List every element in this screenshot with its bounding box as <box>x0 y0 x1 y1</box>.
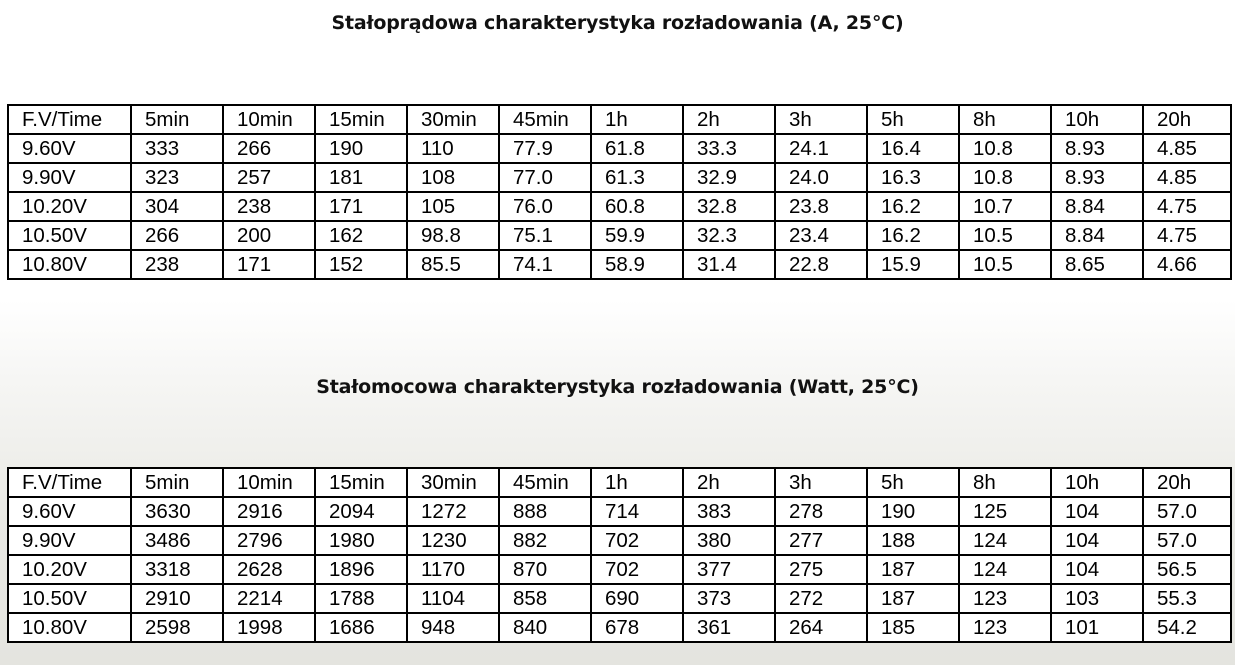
table-cell: 257 <box>223 163 315 192</box>
table-row <box>8 250 1231 279</box>
column-header: 1h <box>591 105 683 134</box>
table-cell: 16.2 <box>867 221 959 250</box>
column-header: 45min <box>499 105 591 134</box>
table-cell: 32.3 <box>683 221 775 250</box>
table-cell: 185 <box>867 613 959 642</box>
table-cell: 888 <box>499 497 591 526</box>
table-cell: 2910 <box>131 584 223 613</box>
table-cell: 10.5 <box>959 250 1051 279</box>
table-cell: 60.8 <box>591 192 683 221</box>
row-voltage-cell: 10.80V <box>8 613 131 642</box>
table-row <box>8 584 1231 613</box>
table-cell: 323 <box>131 163 223 192</box>
table-cell: 75.1 <box>499 221 591 250</box>
table-header-row <box>8 468 1231 497</box>
row-voltage-cell: 10.50V <box>8 221 131 250</box>
table-cell: 304 <box>131 192 223 221</box>
table-cell: 266 <box>223 134 315 163</box>
table-cell: 85.5 <box>407 250 499 279</box>
table-cell: 23.4 <box>775 221 867 250</box>
table-row <box>8 526 1231 555</box>
column-header: 8h <box>959 468 1051 497</box>
table-cell: 32.8 <box>683 192 775 221</box>
column-header: 5h <box>867 468 959 497</box>
table-cell: 3318 <box>131 555 223 584</box>
row-voltage-cell: 10.20V <box>8 555 131 584</box>
column-header: 1h <box>591 468 683 497</box>
column-header: 10h <box>1051 105 1143 134</box>
table-row <box>8 134 1231 163</box>
column-header: 15min <box>315 468 407 497</box>
table-cell: 110 <box>407 134 499 163</box>
table-cell: 16.2 <box>867 192 959 221</box>
table-cell: 22.8 <box>775 250 867 279</box>
table-cell: 2214 <box>223 584 315 613</box>
current-table-title: Stałoprądowa charakterystyka rozładowania (A, 25°C) <box>331 12 904 34</box>
table-cell: 2094 <box>315 497 407 526</box>
table-row <box>8 192 1231 221</box>
table-cell: 1896 <box>315 555 407 584</box>
column-header: F.V/Time <box>8 468 131 497</box>
column-header: 30min <box>407 105 499 134</box>
column-header: 45min <box>499 468 591 497</box>
table-cell: 3630 <box>131 497 223 526</box>
table-cell: 377 <box>683 555 775 584</box>
table-cell: 275 <box>775 555 867 584</box>
table-cell: 56.5 <box>1143 555 1231 584</box>
table-cell: 882 <box>499 526 591 555</box>
table-cell: 4.85 <box>1143 134 1231 163</box>
table-cell: 77.0 <box>499 163 591 192</box>
table-cell: 190 <box>867 497 959 526</box>
column-header: 10min <box>223 105 315 134</box>
row-voltage-cell: 10.80V <box>8 250 131 279</box>
table-cell: 840 <box>499 613 591 642</box>
table-cell: 76.0 <box>499 192 591 221</box>
table-cell: 16.4 <box>867 134 959 163</box>
table-row <box>8 497 1231 526</box>
column-header: 3h <box>775 468 867 497</box>
table-cell: 2916 <box>223 497 315 526</box>
table-cell: 4.75 <box>1143 192 1231 221</box>
table-cell: 16.3 <box>867 163 959 192</box>
table-cell: 77.9 <box>499 134 591 163</box>
table-cell: 8.84 <box>1051 192 1143 221</box>
table-cell: 15.9 <box>867 250 959 279</box>
table-cell: 380 <box>683 526 775 555</box>
table-cell: 8.84 <box>1051 221 1143 250</box>
table-row <box>8 555 1231 584</box>
table-cell: 57.0 <box>1143 497 1231 526</box>
current-table-body <box>8 105 1231 279</box>
table-cell: 188 <box>867 526 959 555</box>
row-voltage-cell: 9.90V <box>8 526 131 555</box>
column-header: 5min <box>131 105 223 134</box>
table-cell: 948 <box>407 613 499 642</box>
table-cell: 1272 <box>407 497 499 526</box>
table-cell: 124 <box>959 555 1051 584</box>
table-cell: 2628 <box>223 555 315 584</box>
table-cell: 24.0 <box>775 163 867 192</box>
table-cell: 278 <box>775 497 867 526</box>
table-cell: 23.8 <box>775 192 867 221</box>
row-voltage-cell: 9.90V <box>8 163 131 192</box>
table-cell: 702 <box>591 526 683 555</box>
power-table-title: Stałomocowa charakterystyka rozładowania (Watt, 25°C) <box>316 376 919 398</box>
table-cell: 858 <box>499 584 591 613</box>
column-header: 15min <box>315 105 407 134</box>
column-header: 5h <box>867 105 959 134</box>
table-cell: 98.8 <box>407 221 499 250</box>
table-cell: 61.8 <box>591 134 683 163</box>
table-cell: 124 <box>959 526 1051 555</box>
table-cell: 108 <box>407 163 499 192</box>
table-cell: 8.93 <box>1051 134 1143 163</box>
table-cell: 1998 <box>223 613 315 642</box>
table-cell: 104 <box>1051 526 1143 555</box>
table-cell: 238 <box>223 192 315 221</box>
table-cell: 54.2 <box>1143 613 1231 642</box>
table-cell: 383 <box>683 497 775 526</box>
table-row <box>8 163 1231 192</box>
table-cell: 373 <box>683 584 775 613</box>
row-voltage-cell: 9.60V <box>8 497 131 526</box>
table-cell: 24.1 <box>775 134 867 163</box>
table-cell: 264 <box>775 613 867 642</box>
table-cell: 2796 <box>223 526 315 555</box>
table-cell: 104 <box>1051 497 1143 526</box>
table-cell: 74.1 <box>499 250 591 279</box>
table-cell: 152 <box>315 250 407 279</box>
table-cell: 10.7 <box>959 192 1051 221</box>
table-cell: 678 <box>591 613 683 642</box>
table-cell: 8.65 <box>1051 250 1143 279</box>
table-cell: 333 <box>131 134 223 163</box>
table-cell: 32.9 <box>683 163 775 192</box>
table-cell: 4.75 <box>1143 221 1231 250</box>
table-cell: 10.8 <box>959 163 1051 192</box>
column-header: 20h <box>1143 105 1231 134</box>
table-cell: 714 <box>591 497 683 526</box>
table-cell: 2598 <box>131 613 223 642</box>
power-discharge-table <box>7 467 1232 643</box>
column-header: 5min <box>131 468 223 497</box>
table-cell: 59.9 <box>591 221 683 250</box>
column-header: F.V/Time <box>8 105 131 134</box>
table-row <box>8 613 1231 642</box>
table-cell: 10.8 <box>959 134 1051 163</box>
table-cell: 277 <box>775 526 867 555</box>
table-cell: 187 <box>867 584 959 613</box>
table-cell: 61.3 <box>591 163 683 192</box>
table-cell: 690 <box>591 584 683 613</box>
table-header-row <box>8 105 1231 134</box>
table-cell: 103 <box>1051 584 1143 613</box>
table-cell: 55.3 <box>1143 584 1231 613</box>
table-cell: 1104 <box>407 584 499 613</box>
table-cell: 1170 <box>407 555 499 584</box>
table-cell: 8.93 <box>1051 163 1143 192</box>
table-cell: 870 <box>499 555 591 584</box>
table-cell: 200 <box>223 221 315 250</box>
table-cell: 123 <box>959 613 1051 642</box>
table-cell: 266 <box>131 221 223 250</box>
table-cell: 58.9 <box>591 250 683 279</box>
column-header: 20h <box>1143 468 1231 497</box>
table-cell: 187 <box>867 555 959 584</box>
current-discharge-table <box>7 104 1232 280</box>
table-cell: 125 <box>959 497 1051 526</box>
column-header: 10h <box>1051 468 1143 497</box>
table-cell: 1686 <box>315 613 407 642</box>
table-cell: 123 <box>959 584 1051 613</box>
column-header: 8h <box>959 105 1051 134</box>
table-cell: 10.5 <box>959 221 1051 250</box>
table-cell: 57.0 <box>1143 526 1231 555</box>
table-cell: 104 <box>1051 555 1143 584</box>
table-cell: 1980 <box>315 526 407 555</box>
table-cell: 238 <box>131 250 223 279</box>
table-cell: 4.85 <box>1143 163 1231 192</box>
table-cell: 181 <box>315 163 407 192</box>
power-table-body <box>8 468 1231 642</box>
column-header: 10min <box>223 468 315 497</box>
table-cell: 4.66 <box>1143 250 1231 279</box>
table-cell: 171 <box>315 192 407 221</box>
table-row <box>8 221 1231 250</box>
table-cell: 702 <box>591 555 683 584</box>
table-cell: 171 <box>223 250 315 279</box>
row-voltage-cell: 10.50V <box>8 584 131 613</box>
table-cell: 31.4 <box>683 250 775 279</box>
table-cell: 272 <box>775 584 867 613</box>
row-voltage-cell: 9.60V <box>8 134 131 163</box>
row-voltage-cell: 10.20V <box>8 192 131 221</box>
table-cell: 1230 <box>407 526 499 555</box>
table-cell: 162 <box>315 221 407 250</box>
table-cell: 361 <box>683 613 775 642</box>
table-cell: 1788 <box>315 584 407 613</box>
column-header: 2h <box>683 105 775 134</box>
column-header: 2h <box>683 468 775 497</box>
table-cell: 3486 <box>131 526 223 555</box>
column-header: 3h <box>775 105 867 134</box>
table-cell: 101 <box>1051 613 1143 642</box>
table-cell: 105 <box>407 192 499 221</box>
table-cell: 190 <box>315 134 407 163</box>
table-cell: 33.3 <box>683 134 775 163</box>
column-header: 30min <box>407 468 499 497</box>
